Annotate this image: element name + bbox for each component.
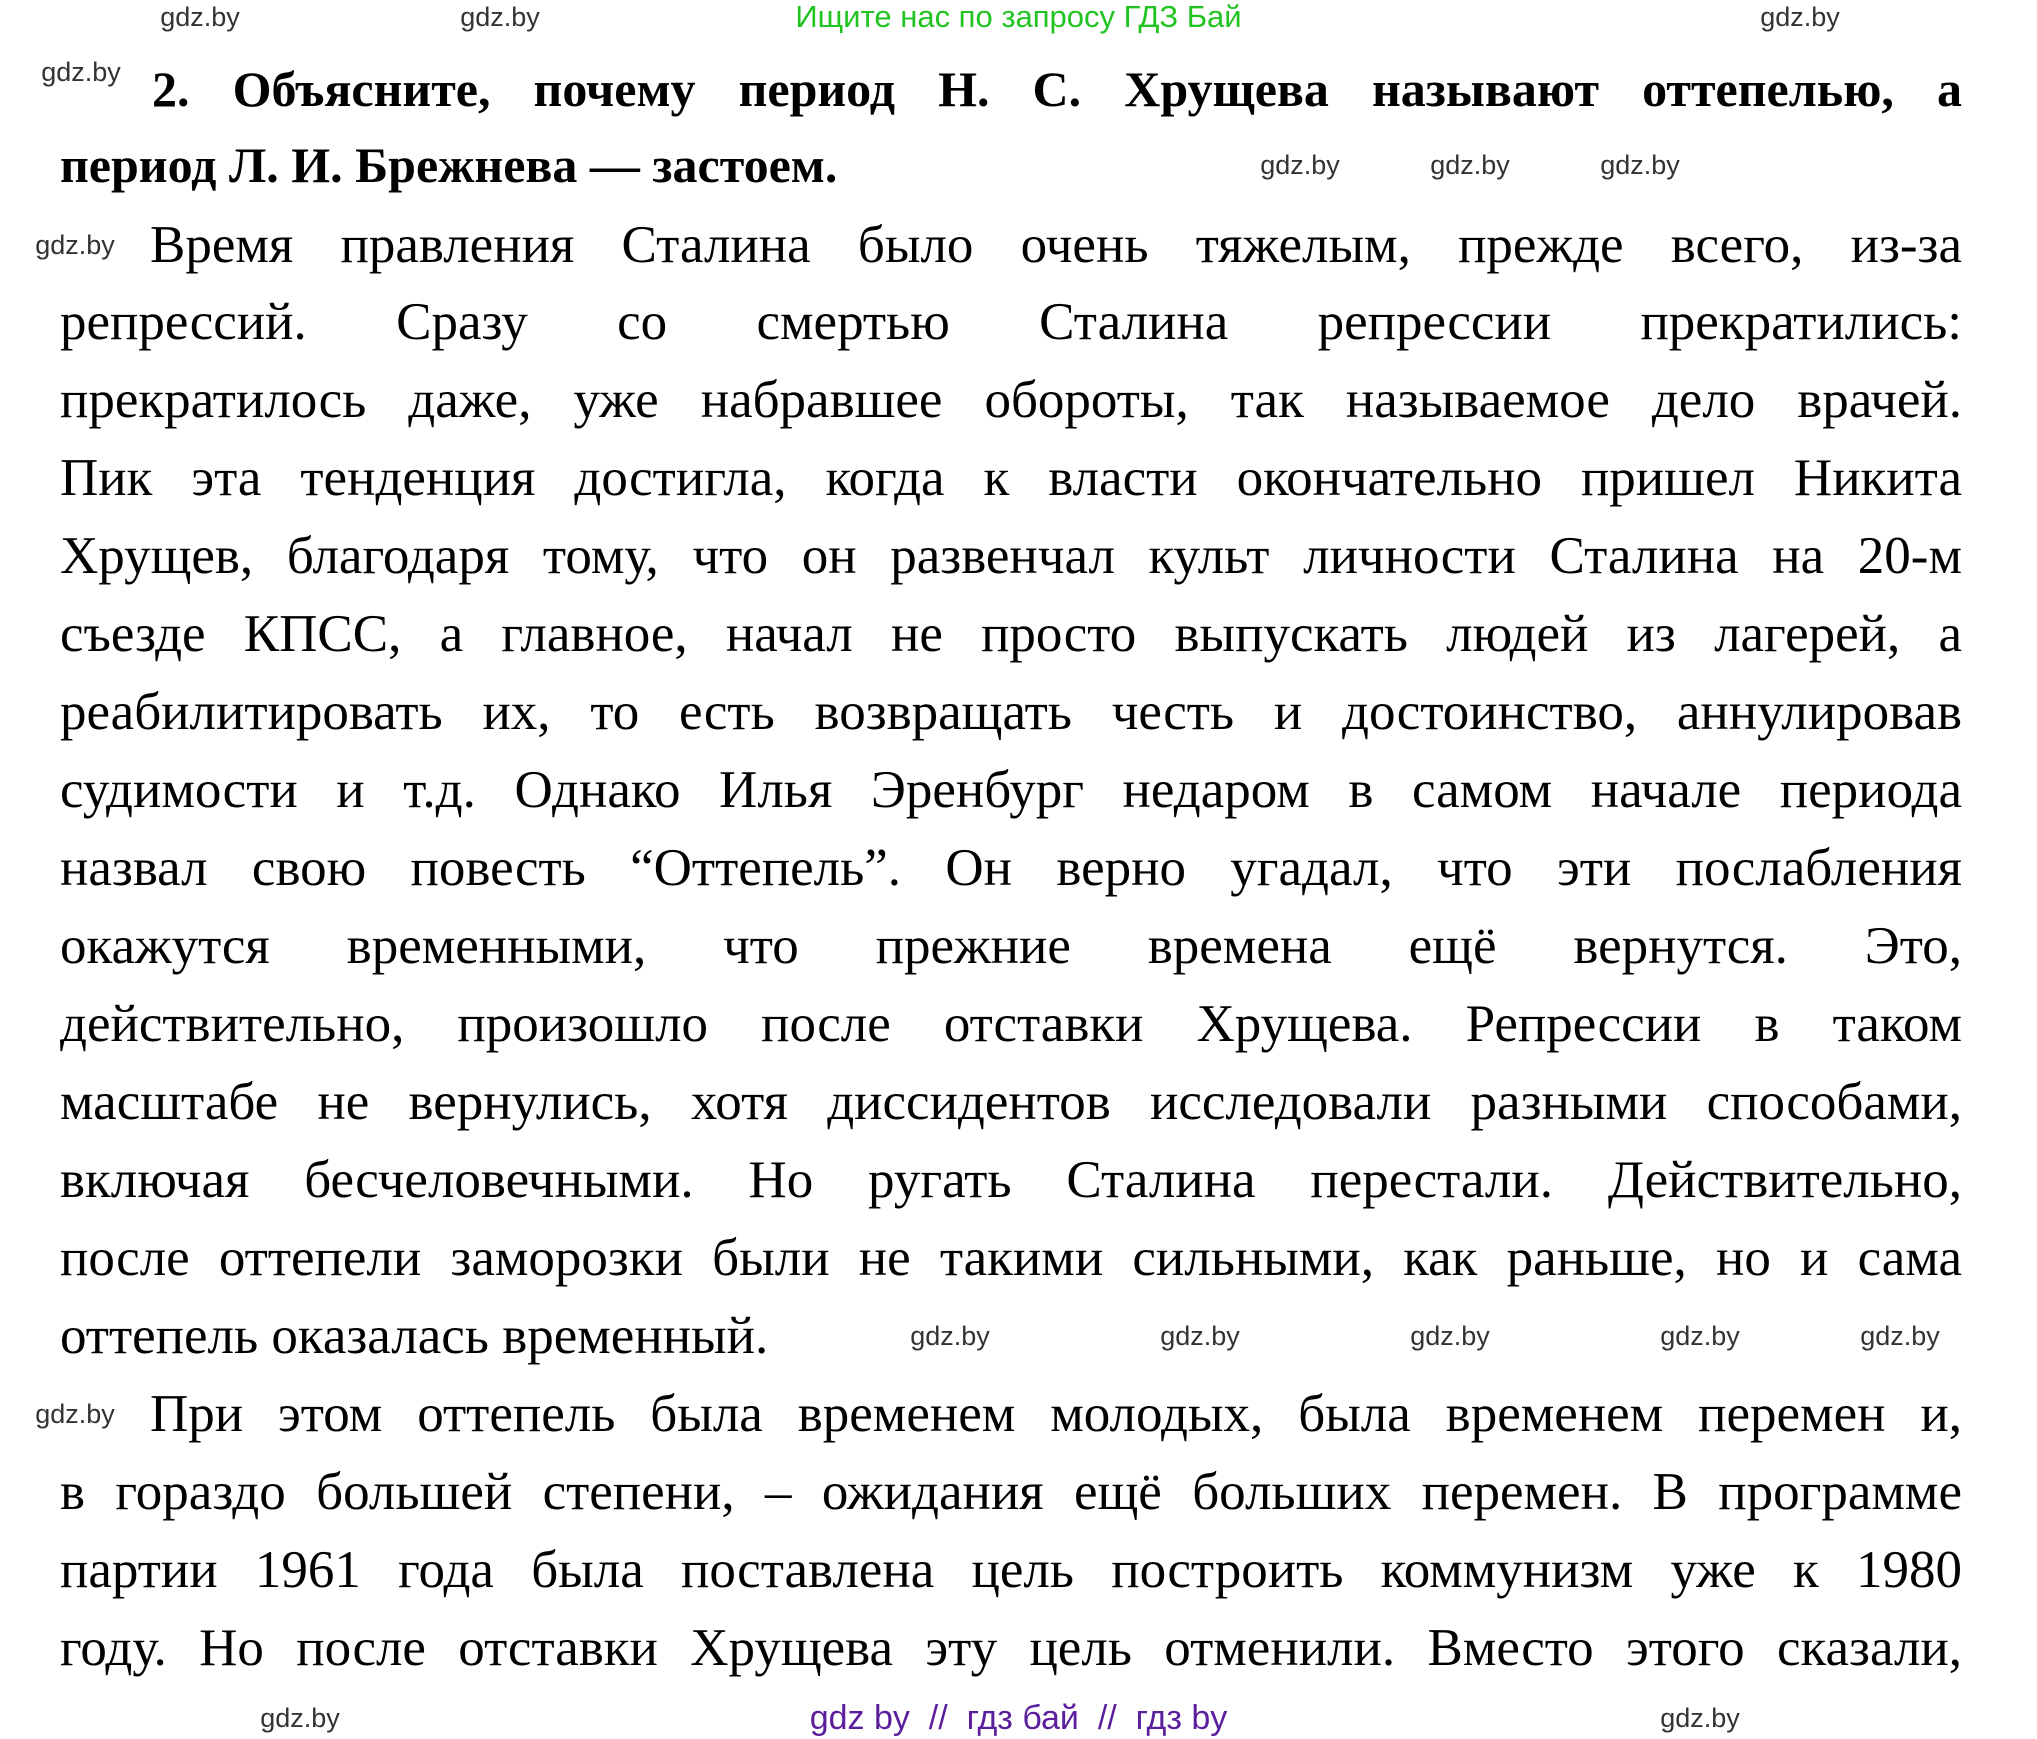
watermark: gdz.by [1600, 150, 1680, 180]
watermark: gdz.by [460, 2, 540, 32]
watermark: gdz.by [35, 230, 115, 260]
watermark: gdz.by [41, 57, 121, 87]
paragraph-line: репрессий. Сразу со смертью Сталина репрессии прекратились: [60, 293, 1962, 351]
paragraph-line: в гораздо большей степени, – ожидания ещё больших перемен. В программе [60, 1463, 1962, 1521]
watermark: gdz.by [1430, 150, 1510, 180]
paragraph-line: Хрущев, благодаря тому, что он развенчал культ личности Сталина на 20-м [60, 527, 1962, 585]
watermark: gdz.by [1660, 1703, 1740, 1733]
watermark: gdz.by [35, 1399, 115, 1429]
paragraph-line: включая бесчеловечными. Но ругать Сталина перестали. Действительно, [60, 1151, 1962, 1209]
watermark: gdz.by [1660, 1321, 1740, 1351]
paragraph-line: партии 1961 года была поставлена цель построить коммунизм уже к 1980 [60, 1541, 1962, 1599]
paragraph-line: судимости и т.д. Однако Илья Эренбург недаром в самом начале периода [60, 761, 1962, 819]
paragraph-line: масштабе не вернулись, хотя диссидентов исследовали разными способами, [60, 1073, 1962, 1131]
paragraph-line: Время правления Сталина было очень тяжелым, прежде всего, из-за [150, 216, 1962, 274]
paragraph-line: прекратилось даже, уже набравшее обороты, так называемое дело врачей. [60, 371, 1962, 429]
paragraph-line: реабилитировать их, то есть возвращать честь и достоинство, аннулировав [60, 683, 1962, 741]
paragraph-line: окажутся временными, что прежние времена ещё вернутся. Это, [60, 917, 1962, 975]
watermark: gdz.by [1410, 1321, 1490, 1351]
watermark: gdz.by [260, 1703, 340, 1733]
watermark: gdz.by [910, 1321, 990, 1351]
search-banner: Ищите нас по запросу ГДЗ Бай [795, 0, 1242, 34]
paragraph-line: назвал свою повесть “Оттепель”. Он верно угадал, что эти послабления [60, 839, 1962, 897]
watermark: gdz.by [160, 2, 240, 32]
paragraph-line: При этом оттепель была временем молодых, была временем перемен и, [150, 1385, 1962, 1443]
watermark: gdz.by [1760, 2, 1840, 32]
paragraph-line: Пик эта тенденция достигла, когда к власти окончательно пришел Никита [60, 449, 1962, 507]
watermark: gdz.by [1860, 1321, 1940, 1351]
paragraph-line: после оттепели заморозки были не такими сильными, как раньше, но и сама [60, 1229, 1962, 1287]
paragraph-line: действительно, произошло после отставки Хрущева. Репрессии в таком [60, 995, 1962, 1053]
paragraph-line: году. Но после отставки Хрущева эту цель отменили. Вместо этого сказали, [60, 1619, 1962, 1677]
paragraph-line: съезде КПСС, а главное, начал не просто выпускать людей из лагерей, а [60, 605, 1962, 663]
watermark: gdz.by [1160, 1321, 1240, 1351]
watermark: gdz.by [1260, 150, 1340, 180]
question-title-line: 2. Объясните, почему период Н. С. Хрущева называют оттепелью, а [152, 61, 1962, 117]
question-title-line: период Л. И. Брежнева — застоем. [60, 137, 838, 193]
footer-links: gdz by // гдз бай // гдз by [809, 1699, 1228, 1737]
paragraph-line: оттепель оказалась временный. [60, 1307, 769, 1365]
